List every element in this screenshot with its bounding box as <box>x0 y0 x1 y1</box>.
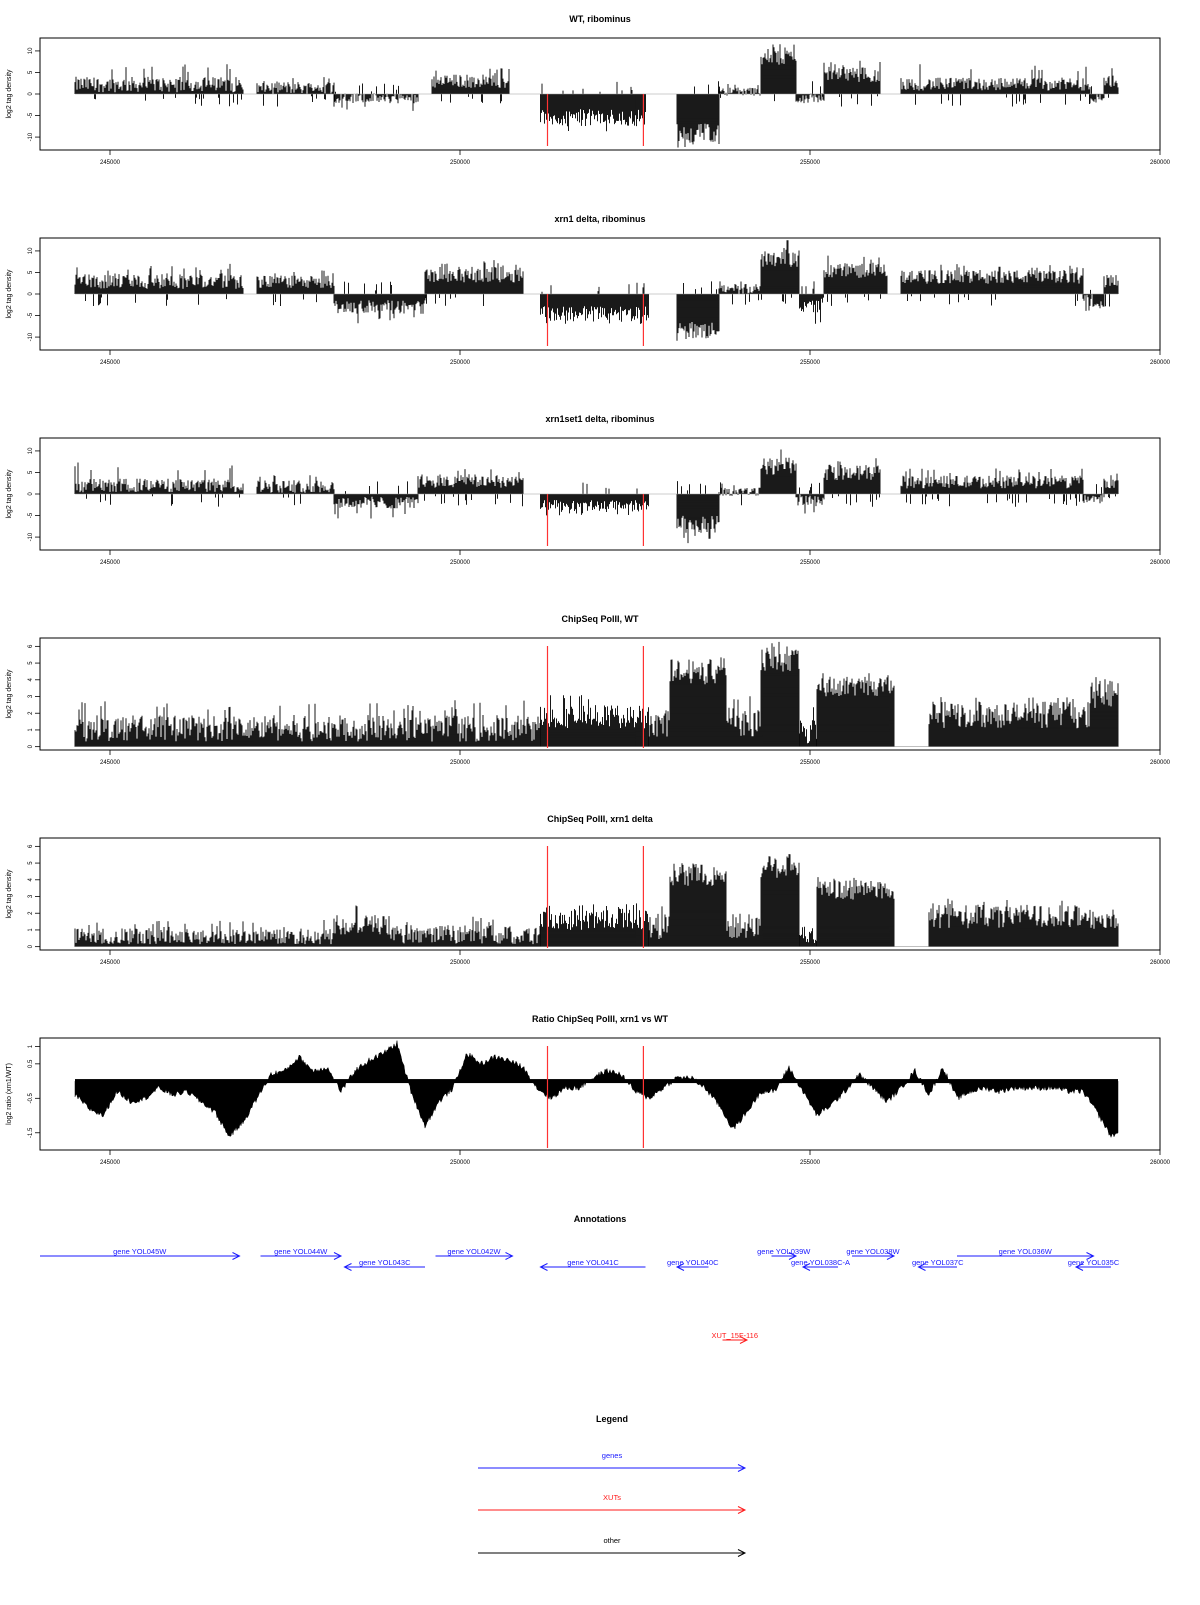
data-marks <box>75 240 1118 340</box>
y-tick-label: 0 <box>28 744 34 749</box>
feature-gene-YOL044W <box>261 1247 342 1260</box>
legend <box>478 1414 745 1557</box>
y-tick-label: -0.5 <box>28 1093 34 1104</box>
feature-label: gene YOL045W <box>113 1247 167 1256</box>
x-tick-label: 255000 <box>799 760 821 766</box>
panel-title: WT, ribominus <box>569 14 631 24</box>
x-tick-label: 255000 <box>799 1160 821 1166</box>
panel-4 <box>6 614 1171 766</box>
y-tick-label: 2 <box>28 711 34 715</box>
x-tick-label: 260000 <box>1149 160 1171 166</box>
y-tick-label: 0.5 <box>28 1059 34 1069</box>
feature-XUT_15F-116 <box>711 1331 758 1344</box>
y-tick-label: -10 <box>28 532 34 542</box>
data-marks <box>75 450 1118 544</box>
feature-gene-YOL043C <box>345 1258 426 1271</box>
series-bars <box>75 450 1118 544</box>
x-tick-label: 250000 <box>449 160 471 166</box>
feature-gene-YOL042W <box>436 1247 513 1260</box>
x-tick-label: 245000 <box>99 960 121 966</box>
feature-label: gene YOL036W <box>998 1247 1052 1256</box>
feature-gene-YOL041C <box>541 1258 646 1271</box>
x-tick-label: 250000 <box>449 560 471 566</box>
y-tick-label: -5 <box>28 512 34 519</box>
y-tick-label: 4 <box>28 678 34 682</box>
y-tick-label: 0 <box>28 292 34 296</box>
legend-entry-xut <box>478 1493 745 1514</box>
y-tick-label: 5 <box>28 270 34 275</box>
feature-label: gene YOL042W <box>447 1247 501 1256</box>
feature-label: gene YOL038C-A <box>790 1258 851 1267</box>
y-tick-label: 2 <box>28 911 34 915</box>
x-tick-label: 250000 <box>449 960 471 966</box>
x-tick-label: 245000 <box>99 560 121 566</box>
data-marks <box>75 854 1118 947</box>
feature-gene-YOL045W <box>40 1247 240 1260</box>
feature-gene-YOL038W <box>846 1247 900 1260</box>
y-tick-label: -5 <box>28 312 34 319</box>
y-axis-label: log2 tag density <box>6 869 13 919</box>
panel-6 <box>6 1014 1171 1166</box>
panel-title: Ratio ChipSeq PolII, xrn1 vs WT <box>531 1014 669 1024</box>
x-tick-label: 255000 <box>799 560 821 566</box>
feature-gene-YOL037C <box>912 1258 964 1271</box>
data-marks <box>75 44 1118 147</box>
panel-title: ChipSeq PolII, xrn1 delta <box>547 814 653 824</box>
y-tick-label: 0 <box>28 492 34 496</box>
y-tick-label: 1 <box>28 728 34 732</box>
annotations-title: Annotations <box>573 1214 627 1224</box>
panel-1 <box>6 14 1171 166</box>
x-tick-label: 245000 <box>99 160 121 166</box>
ratio-area <box>75 1041 1118 1138</box>
x-tick-label: 245000 <box>99 360 121 366</box>
x-tick-label: 260000 <box>1149 1160 1171 1166</box>
feature-gene-YOL035C <box>1068 1258 1120 1271</box>
annotations-track <box>40 1214 1120 1344</box>
legend-entry-gene <box>478 1451 745 1472</box>
y-axis-label: log2 tag density <box>6 69 13 119</box>
x-tick-label: 260000 <box>1149 760 1171 766</box>
series-bars <box>75 44 1118 147</box>
x-tick-label: 260000 <box>1149 960 1171 966</box>
legend-label: XUTs <box>603 1493 621 1502</box>
panel-2 <box>6 214 1171 366</box>
feature-label: XUT_15F-116 <box>711 1331 759 1340</box>
x-tick-label: 255000 <box>799 160 821 166</box>
x-tick-label: 255000 <box>799 960 821 966</box>
x-tick-label: 250000 <box>449 1160 471 1166</box>
legend-label: genes <box>601 1451 623 1460</box>
y-tick-label: 6 <box>28 644 34 649</box>
series-bars <box>75 642 1118 747</box>
y-tick-label: 5 <box>28 861 34 865</box>
feature-label: gene YOL043C <box>358 1258 411 1267</box>
y-tick-label: 3 <box>28 694 34 699</box>
panel-title: xrn1 delta, ribominus <box>554 214 646 224</box>
y-tick-label: 10 <box>28 247 34 255</box>
feature-gene-YOL038C-A <box>791 1258 850 1271</box>
y-tick-label: 0 <box>28 944 34 949</box>
x-tick-label: 255000 <box>799 360 821 366</box>
y-tick-label: -10 <box>28 332 34 342</box>
feature-label: gene YOL039W <box>757 1247 811 1256</box>
panel-3 <box>6 414 1171 566</box>
y-tick-label: -1.5 <box>28 1127 34 1138</box>
y-axis-label: log2 tag density <box>6 669 13 719</box>
y-tick-label: 0 <box>28 92 34 96</box>
x-tick-label: 250000 <box>449 360 471 366</box>
y-tick-label: 10 <box>28 447 34 455</box>
feature-label: gene YOL044W <box>274 1247 328 1256</box>
legend-title: Legend <box>595 1414 629 1424</box>
y-tick-label: 3 <box>28 894 34 899</box>
panel-5 <box>6 814 1171 966</box>
y-tick-label: -10 <box>28 132 34 142</box>
x-tick-label: 250000 <box>449 760 471 766</box>
y-axis-label: log2 tag density <box>6 269 13 319</box>
y-tick-label: 5 <box>28 70 34 75</box>
feature-label: gene YOL035C <box>1067 1258 1120 1267</box>
feature-gene-YOL040C <box>667 1258 719 1271</box>
series-bars <box>75 854 1118 947</box>
data-marks <box>75 642 1118 747</box>
y-tick-label: -5 <box>28 112 34 119</box>
y-tick-label: 1 <box>28 1044 34 1049</box>
x-tick-label: 245000 <box>99 760 121 766</box>
legend-label: other <box>603 1536 621 1545</box>
y-tick-label: 4 <box>28 878 34 882</box>
y-axis-label: log2 ratio (xrn1/WT) <box>6 1063 13 1125</box>
x-tick-label: 245000 <box>99 1160 121 1166</box>
panel-title: ChipSeq PolII, WT <box>561 614 639 624</box>
legend-entry-other <box>478 1536 745 1557</box>
panel-title: xrn1set1 delta, ribominus <box>545 414 655 424</box>
series-bars <box>75 240 1118 340</box>
feature-label: gene YOL037C <box>911 1258 964 1267</box>
y-tick-label: 5 <box>28 470 34 475</box>
y-tick-label: 6 <box>28 844 34 849</box>
x-tick-label: 260000 <box>1149 560 1171 566</box>
feature-label: gene YOL038W <box>846 1247 900 1256</box>
data-marks <box>75 1041 1118 1138</box>
y-axis-label: log2 tag density <box>6 469 13 519</box>
x-tick-label: 260000 <box>1149 360 1171 366</box>
feature-label: gene YOL041C <box>567 1258 619 1267</box>
baseline-band <box>75 1079 1118 1083</box>
y-tick-label: 10 <box>28 47 34 55</box>
y-tick-label: 1 <box>28 928 34 932</box>
y-tick-label: 5 <box>28 661 34 665</box>
feature-label: gene YOL040C <box>666 1258 719 1267</box>
